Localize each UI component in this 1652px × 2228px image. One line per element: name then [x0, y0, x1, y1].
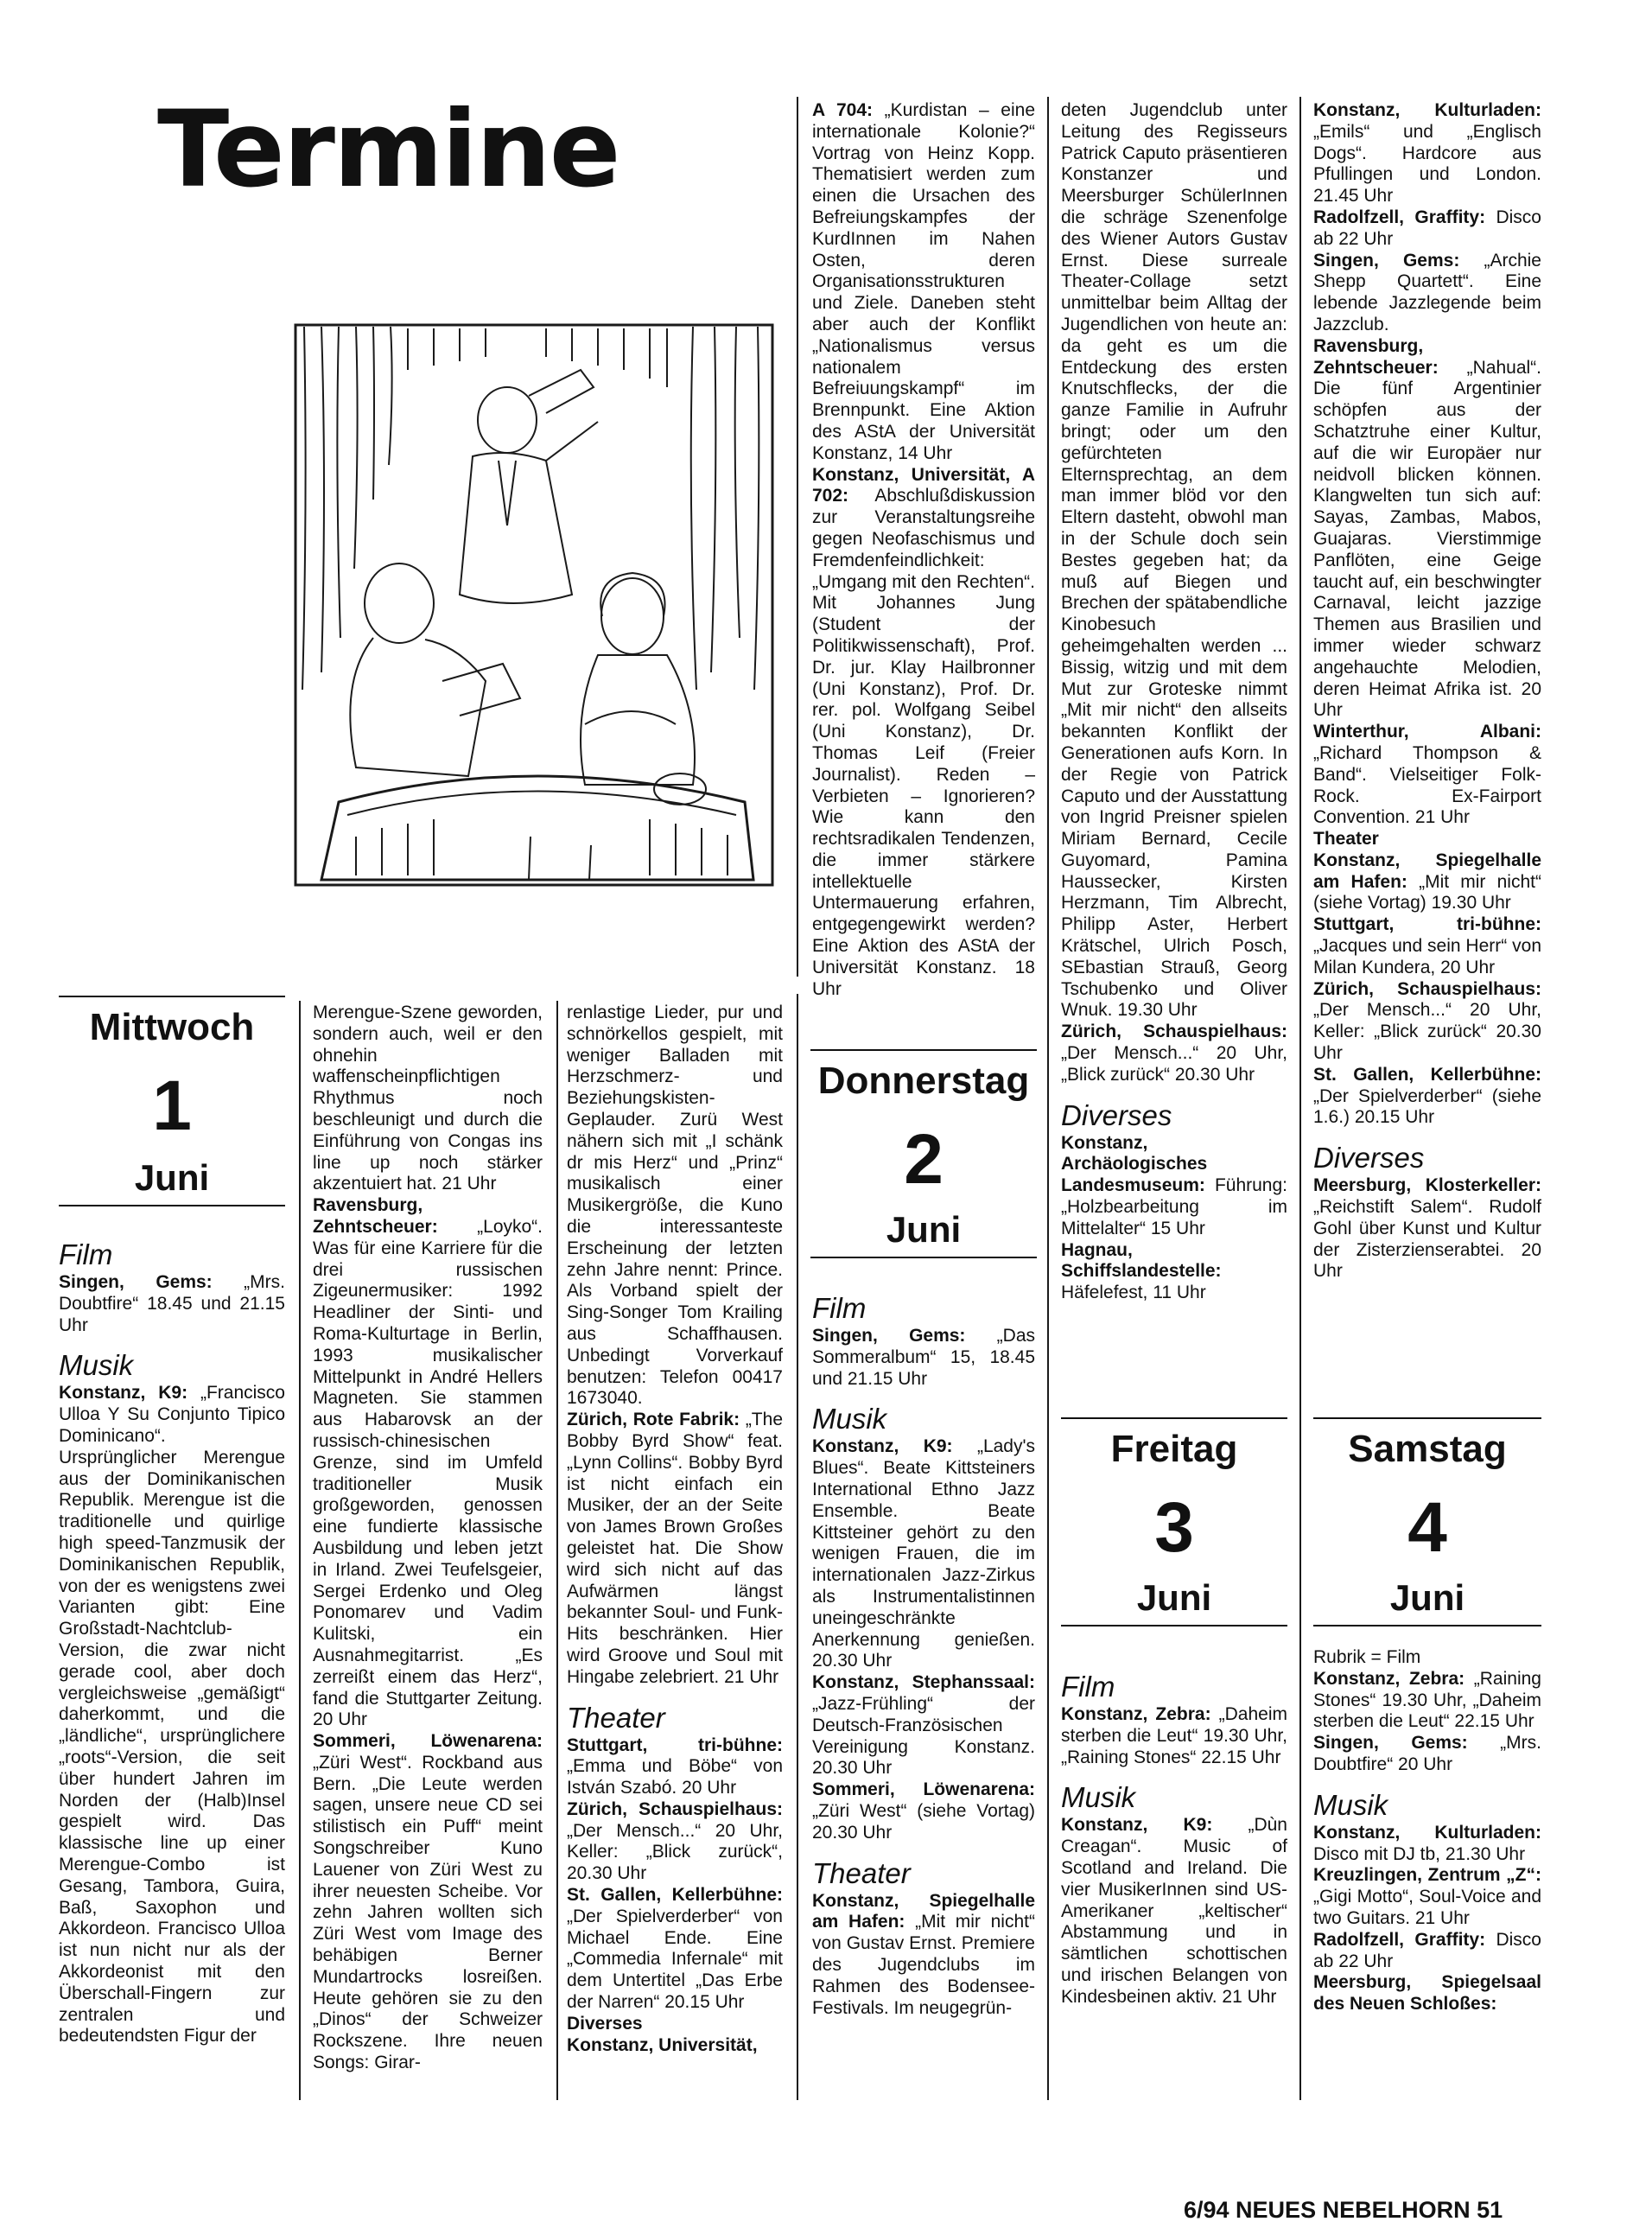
listing-venue: Ravensburg, Zehntscheuer: [1313, 335, 1439, 378]
listing [1313, 1865, 1541, 1929]
listing-venue: Konstanz, K9: [812, 1436, 953, 1457]
listing [1061, 1704, 1287, 1768]
listing-text: „Loyko“. Was für eine Karriere für die drei russischen Zigeunermusiker: 1992 Headliner der Sinti- und Roma-Kulturtage in Berlin, 1993 musikalischer Mittelpunkt in André Hellers Magneten. Sie stammen aus Habarovsk an der russisch-chinesischen Grenze, sind im Umfeld traditioneller Musik großgeworden, genossen eine fundierte klassische Ausbildung und leben jetzt in Irland. Zwei Teufelsgeier, Sergei Erdenko und Oleg Ponomarev und Vadim Kulitski, ein Ausnahmegitarrist. „Es zerreißt einem das Herz“, fand die Stuttgarter Zeitung. 20 Uhr [313, 1216, 543, 1730]
listing-venue: Stuttgart, tri-bühne: [1313, 914, 1541, 935]
day-month: Juni [1389, 1577, 1465, 1618]
listing-venue: Konstanz, K9: [1061, 1815, 1213, 1836]
listing-text: „Reichstift Salem“. Rudolf Gohl über Kunst und Kultur der Zisterzienserabtei. 20 Uhr [1313, 1197, 1541, 1282]
rule [59, 1205, 285, 1206]
day-number: 1 [152, 1066, 192, 1145]
listing-text: „Jazz-Frühling“ der Deutsch-Französischen Vereinigung Konstanz. 20.30 Uhr [812, 1693, 1035, 1779]
listing-venue: Zürich, Schauspielhaus: [1313, 978, 1541, 999]
listing-venue: Radolfzell, Graffity: [1313, 207, 1486, 227]
listing [812, 1891, 1035, 2020]
listing-venue: Konstanz, Archäologisches Landesmuseum: [1061, 1132, 1208, 1196]
listing [1313, 1175, 1541, 1283]
listing [567, 1410, 783, 1688]
category-label: Diverses [567, 2013, 643, 2034]
listing-text: „Der Mensch...“ 20 Uhr, „Blick zurück“ 20.30 Uhr [1061, 1043, 1287, 1085]
listing-venue: A 704: [812, 100, 874, 120]
listing-venue: St. Gallen, Kellerbühne: [1313, 1064, 1541, 1085]
section-heading-musik: Musik [59, 1349, 134, 1382]
rule [1061, 1625, 1287, 1626]
listing-text: „Züri West“ (siehe Vortag) 20.30 Uhr [812, 1800, 1035, 1843]
rubrik-note: Rubrik = Film [1313, 1647, 1421, 1667]
page-title: Termine [157, 88, 620, 211]
listing [1061, 1133, 1287, 1240]
listing-venue: Meersburg, Spiegelsaal des Neuen Schloßes: [1313, 1972, 1541, 2015]
listing-text: „Mrs. Doubtfire“ 18.45 und 21.15 Uhr [59, 1272, 285, 1335]
listing [567, 1735, 783, 1799]
listing-text: „Mit mir nicht“ (siehe Vortag) 19.30 Uhr [1313, 871, 1541, 913]
listing-text: „Mrs. Doubtfire“ 20 Uhr [1313, 1733, 1541, 1774]
listing-venue: Sommeri, Löwenarena: [313, 1731, 543, 1752]
column-rule [556, 1001, 558, 2100]
section-heading-musik: Musik [1061, 1781, 1136, 1814]
section-heading-film: Film [59, 1238, 113, 1270]
listing-text: „Kurdistan – eine internationale Kolonie?“ Vortrag von Heinz Kopp. Thematisiert werden zum einen die Ursachen des Befreiungskampfes der KurdInnen im Nahen Osten, deren Organisationsstrukturen und Ziele. Daneben steht aber auch der Konflikt „Nationalismus versus nationalem Befreiuungskampf“ im Brennpunkt. Eine Aktion des AStA der Universität Konstanz, 14 Uhr [812, 100, 1035, 463]
column-6-bottom [1313, 1647, 1541, 2095]
listing-text: „Der Mensch...“ 20 Uhr, Keller: „Blick zurück“, 20.30 Uhr [567, 1820, 783, 1884]
listing-venue: Konstanz, Spiegelhalle am Hafen: [812, 1890, 1035, 1932]
listing [1313, 1823, 1541, 1866]
listing-venue: Zürich, Schauspielhaus: [567, 1798, 783, 1819]
listing [812, 100, 1035, 465]
day-name: Donnerstag [817, 1060, 1030, 1102]
listing-venue: Meersburg, Klosterkeller: [1313, 1175, 1541, 1196]
listing [812, 1436, 1035, 1672]
day-name: Freitag [1110, 1428, 1238, 1470]
listing [313, 1731, 543, 2074]
listing-text: Disco ab 22 Uhr [1313, 1929, 1541, 1971]
listing-text: „Lady's Blues“. Beate Kittsteiners International Ethno Jazz Ensemble. Beate Kittsteiner gehört zu den wenigen Frauen, die im internationalen Jazz-Zirkus als Instrumentalistinnen uneingeschränkte Anerkennung genießen. 20.30 Uhr [812, 1436, 1035, 1671]
listing [59, 1272, 285, 1336]
listing [1313, 850, 1541, 914]
listing [1313, 1930, 1541, 1973]
column-rule [1299, 97, 1301, 2100]
day-month: Juni [1136, 1577, 1212, 1618]
listing-text: „Emils“ und „Englisch Dogs“. Hardcore aus Pfullingen und London. 21.45 Uhr [1313, 121, 1541, 207]
listing [812, 1326, 1035, 1390]
listing [1313, 1669, 1541, 1733]
listing-text: „Archie Shepp Quartett“. Eine lebende Jazzlegende beim Jazzclub. [1313, 250, 1541, 334]
listing [1061, 1815, 1287, 2008]
listing [313, 1195, 543, 1731]
day-number: 2 [904, 1120, 944, 1199]
section-heading-film: Film [1061, 1671, 1115, 1703]
listing-text: „Francisco Ulloa Y Su Conjunto Tipico Dominicano“. Ursprünglicher Merengue aus der Dominikanischen Republik. Merengue ist die traditionelle und quirlige high speed-Tanzmusik der Dominikanischen Republik, von der es wenigstens zwei Varianten gibt: Eine Großstadt-Nachtclub-Version, die zwar nicht gerade cool, aber doch vergleichsweise „gemäßigt“ daherkommt, und die „ländliche“, ursprünglichere „roots“-Version, die seit über hundert Jahren im Norden der (Halb)Insel gespielt wird. Das klassische line up einer Merengue-Combo ist Gesang, Tambora, Guira, Baß, Saxophon und Akkordeon. Francisco Ulloa ist nun nicht nur als der Akkordeonist mit den Überschall-Fingern zur zentralen und bedeutendsten Figur der [59, 1383, 285, 2047]
rule [1313, 1625, 1541, 1626]
listing-venue: Konstanz, Kulturladen: [1313, 100, 1541, 120]
day-number: 4 [1407, 1488, 1447, 1567]
column-5-top [1061, 100, 1287, 1405]
listing [1313, 914, 1541, 978]
column-4-bottom [812, 1291, 1035, 2095]
listing-venue: Konstanz, Zebra: [1313, 1668, 1465, 1689]
rule [810, 1049, 1037, 1051]
listing-continuation: deten Jugendclub unter Leitung des Regisseurs Patrick Caputo präsentieren Konstanzer und Meersburger SchülerInnen die schräge Szenenfolge des Wiener Autors Gustav Ernst. Diese surreale Theater-Collage setzt unmittelbar beim Alltag der Jugendlichen von heute an: da geht es um die Entdeckung des ersten Knutschflecks, der die ganze Familie in Aufruhr bringt; oder um den gefürchteten Elternsprechtag, an dem man immer blöd vor den Eltern dasteht, obwohl man in der Schule doch sein Bestes gegeben hat; da muß auf Biegen und Brechen der spätabendliche Kinobesuch geheimgehalten werden ... Bissig, witzig und mit dem Mut zur Groteske nimmt „Mit mir nicht“ den allseits bekannten Konflikt der Generationen aufs Korn. In der Regie von Patrick Caputo und der Ausstattung von Ingrid Preisner spielen Miriam Bernard, Cecile Guyomard, Pamina Haussecker, Kirsten Herzmann, Tim Albrecht, Philipp Aster, Herbert Krätschel, Ulrich Posch, SEbastian Strauß, Georg Tschubenko und Oliver Wnuk. 19.30 Uhr [1061, 100, 1287, 1021]
listing-text: „Der Mensch...“ 20 Uhr, Keller: „Blick zurück“ 20.30 Uhr [1313, 1000, 1541, 1064]
column-2 [313, 1003, 543, 2093]
listing [1313, 336, 1541, 722]
listing-venue: Ravensburg, Zehntscheuer: [313, 1195, 438, 1237]
listing-text: Abschlußdiskussion zur Veranstaltungsreihe gegen Neofaschismus und Fremdenfeindlichkeit: „Umgang mit den Rechten“. Mit Johannes Jung (Student der Politikwissenschaft), Prof. Dr. jur. Klay Hailbronner (Uni Konstanz), Prof. Dr. rer. pol. Wolfgang Seibel (Uni Konstanz), Dr. Thomas Leif (Freier Journalist). Reden – Verbieten – Ignorieren? Wie kann den rechtsradikalen Tendenzen, die immer stärkere intellektuelle Untermauerung erfahren, entgegengewirkt werden? Eine Aktion des AStA der Universität Konstanz. 18 Uhr [812, 486, 1035, 999]
listing [1061, 1022, 1287, 1085]
listing-category [1313, 829, 1541, 850]
listing-text: „Nahual“. Die fünf Argentinier schöpfen aus der Schatztruhe einer Kultur, auf die wir Europäer nur neidvoll blicken können. Klangwelten tun sich auf: Sayas, Zambas, Mabos, Guajaras. Vierstimmige Panflöten, eine Geige taucht auf, ein beschwingter Carnaval, leicht jazzige Themen aus Brasilien und immer wieder schwarz angehauchte Melodien, deren Heimat Afrika ist. 20 Uhr [1313, 357, 1541, 721]
column-4-top [812, 100, 1035, 999]
column-rule [797, 97, 798, 977]
listing [812, 1779, 1035, 1843]
day-header-friday [1061, 1417, 1287, 1626]
listing-text: Disco ab 22 Uhr [1313, 207, 1541, 249]
day-header-thursday [810, 1049, 1037, 1258]
listing-text: „Jacques und sein Herr“ von Milan Kundera, 20 Uhr [1313, 936, 1541, 977]
listing-venue: Konstanz, K9: [59, 1383, 188, 1404]
listing-venue: Singen, Gems: [1313, 250, 1460, 271]
day-name: Samstag [1348, 1428, 1507, 1470]
day-header-saturday [1313, 1417, 1541, 1626]
day-month: Juni [134, 1157, 210, 1198]
listing-text: „Der Spielverderber“ von Michael Ende. Eine „Commedia Infernale“ mit dem Untertitel „Das Erbe der Narren“ 20.15 Uhr [567, 1906, 783, 2013]
rule [1061, 1417, 1287, 1419]
day-name: Mittwoch [89, 1006, 255, 1048]
listing-venue: Sommeri, Löwenarena: [812, 1779, 1035, 1800]
listing-text: „Der Spielverderber“ (siehe 1.6.) 20.15 Uhr [1313, 1085, 1541, 1128]
theatre-box-illustration [287, 318, 781, 913]
listing [1313, 722, 1541, 829]
column-1 [59, 1238, 285, 2093]
listing-venue: Konstanz, Stephanssaal: [812, 1672, 1035, 1693]
section-heading-diverses: Diverses [1061, 1098, 1172, 1131]
listing-venue: Zürich, Rote Fabrik: [567, 1410, 740, 1430]
listing-venue: Radolfzell, Graffity: [1313, 1929, 1486, 1950]
listing-venue: Singen, Gems: [1313, 1733, 1468, 1754]
listing-text: „Gigi Motto“, Soul-Voice and two Guitars. 21 Uhr [1313, 1887, 1541, 1928]
day-month: Juni [886, 1209, 962, 1250]
listing-venue: Konstanz, Zebra: [1061, 1704, 1211, 1724]
listing-text: Häfelefest, 11 Uhr [1061, 1283, 1206, 1303]
rule [1313, 1417, 1541, 1419]
listing-text: Führung: „Holzbearbeitung im Mittelalter“ 15 Uhr [1061, 1175, 1287, 1238]
section-heading-diverses: Diverses [1313, 1142, 1425, 1174]
listing [812, 465, 1035, 1001]
listing-venue: Zürich, Schauspielhaus: [1061, 1022, 1287, 1042]
category-label: Theater [1313, 829, 1379, 850]
listing [567, 1799, 783, 1885]
listing-text: „The Bobby Byrd Show“ feat. „Lynn Collins“. Bobby Byrd ist nicht einfach ein Musiker, der an der Seite von James Brown Großes geleistet hat. Die Show wird sich nicht auf das Aufwärmen längst bekannter Soul- und Funk-Hits beschränken. Hier wird Groove und Soul mit Hingabe zelebriert. 21 Uhr [567, 1410, 783, 1687]
listing-text: „Emma und Böbe“ von István Szabó. 20 Uhr [567, 1756, 783, 1798]
listing-text: „Dùn Creagan“. Music of Scotland and Ireland. Die vier MusikerInnen sind US-Amerikaner „keltischer“ Abstammung und in sämtlichen schottischen und irischen Belangen von Kindesbeinen aktiv. 21 Uhr [1061, 1815, 1287, 2007]
listing-venue: Stuttgart, tri-bühne: [567, 1735, 783, 1755]
listing-text: „Mit mir nicht“ von Gustav Ernst. Premiere des Jugendclubs im Rahmen des Bodensee-Festivals. Im neugegrün- [812, 1912, 1035, 2018]
column-3 [567, 1003, 783, 2093]
day-number: 3 [1154, 1488, 1194, 1567]
listing [1061, 1240, 1287, 1304]
listing-venue: Konstanz, Spiegelhalle am Hafen: [1313, 850, 1541, 892]
column-rule [299, 1001, 301, 2100]
listing [1313, 1972, 1541, 2015]
listing [567, 2035, 783, 2057]
listing-text: „Raining Stones“ 19.30 Uhr, „Daheim sterben die Leut“ 22.15 Uhr [1313, 1668, 1541, 1732]
listing-venue: Hagnau, Schiffslandestelle: [1061, 1239, 1222, 1282]
listing [1313, 979, 1541, 1065]
listing-venue: Konstanz, Kulturladen: [1313, 1822, 1541, 1843]
listing-text: „Daheim sterben die Leut“ 19.30 Uhr, „Raining Stones“ 22.15 Uhr [1061, 1704, 1287, 1767]
listing-venue: St. Gallen, Kellerbühne: [567, 1885, 783, 1906]
column-5-bottom [1061, 1670, 1287, 2095]
listing-venue: Konstanz, Universität, A 702: [812, 464, 1035, 506]
section-heading-theater: Theater [567, 1701, 665, 1734]
page-footer: 6/94 NEUES NEBELHORN 51 [1184, 2197, 1503, 2223]
listing [1313, 1733, 1541, 1776]
listing-venue: Singen, Gems: [59, 1272, 213, 1292]
column-rule [1047, 97, 1049, 2100]
listing-continuation: Merengue-Szene geworden, sondern auch, weil er den ohnehin waffenscheinpflichtigen Rhythmus noch beschleunigt und durch die Einführung von Congas ins line up noch stärker akzentuiert hat. 21 Uhr [313, 1003, 543, 1194]
listing [1313, 100, 1541, 207]
listing [812, 1672, 1035, 1779]
day-header-wednesday [59, 996, 285, 1206]
listing [1313, 1065, 1541, 1129]
listing-text: Disco mit DJ tb, 21.30 Uhr [1313, 1843, 1526, 1864]
listing [59, 1383, 285, 2047]
section-heading-theater: Theater [812, 1856, 911, 1889]
section-heading-film: Film [812, 1292, 867, 1324]
column-rule [797, 994, 798, 2100]
rule [59, 996, 285, 997]
listing-text: „Richard Thompson & Band“. Vielseitiger Folk-Rock. Ex-Fairport Convention. 21 Uhr [1313, 742, 1541, 828]
listing [1313, 251, 1541, 336]
column-6-top [1313, 100, 1541, 1405]
listing-text: „Züri West“. Rockband aus Bern. „Die Leute werden sagen, unsere neue CD sei stilistisch ein Puff“ meint Songschreiber Kuno Lauener von Züri West zu ihrer neuesten Scheibe. Vor zehn Jahren wollten sich Züri West vom Image des behäbigen Berner Mundartrocks losreißen. Heute gehören sie zu den „Dinos“ der Schweizer Rockszene. Ihre neuen Songs: Girar- [313, 1752, 543, 2073]
listing-venue: Winterthur, Albani: [1313, 722, 1541, 742]
listing [1313, 207, 1541, 251]
section-heading-musik: Musik [1313, 1788, 1388, 1821]
listing-venue: Konstanz, Universität, [567, 2034, 758, 2055]
listing [567, 1885, 783, 2014]
listing-venue: Kreuzlingen, Zentrum „Z“: [1313, 1865, 1541, 1886]
section-heading-musik: Musik [812, 1403, 887, 1435]
listing-venue: Singen, Gems: [812, 1326, 966, 1346]
listing-text: „Das Sommeralbum“ 15, 18.45 und 21.15 Uhr [812, 1326, 1035, 1389]
listing-continuation: renlastige Lieder, pur und schnörkellos gespielt, mit weniger Balladen mit Herzschmerz- und Beziehungskisten-Geplauder. Zurü West nähern sich mit „I schänk dr mis Herz“ und „Prinz“ musikalisch einer Musikergröße, die Kuno die interessanteste Erscheinung der letzten zehn Jahre nennt: Prince. Als Vorband spielt der Sing-Songer Tom Krailing aus Schaffhausen. Unbedingt Vorverkauf benutzen: Telefon 00417 1673040. [567, 1003, 783, 1409]
listing-category [567, 2014, 783, 2035]
rule [810, 1257, 1037, 1258]
